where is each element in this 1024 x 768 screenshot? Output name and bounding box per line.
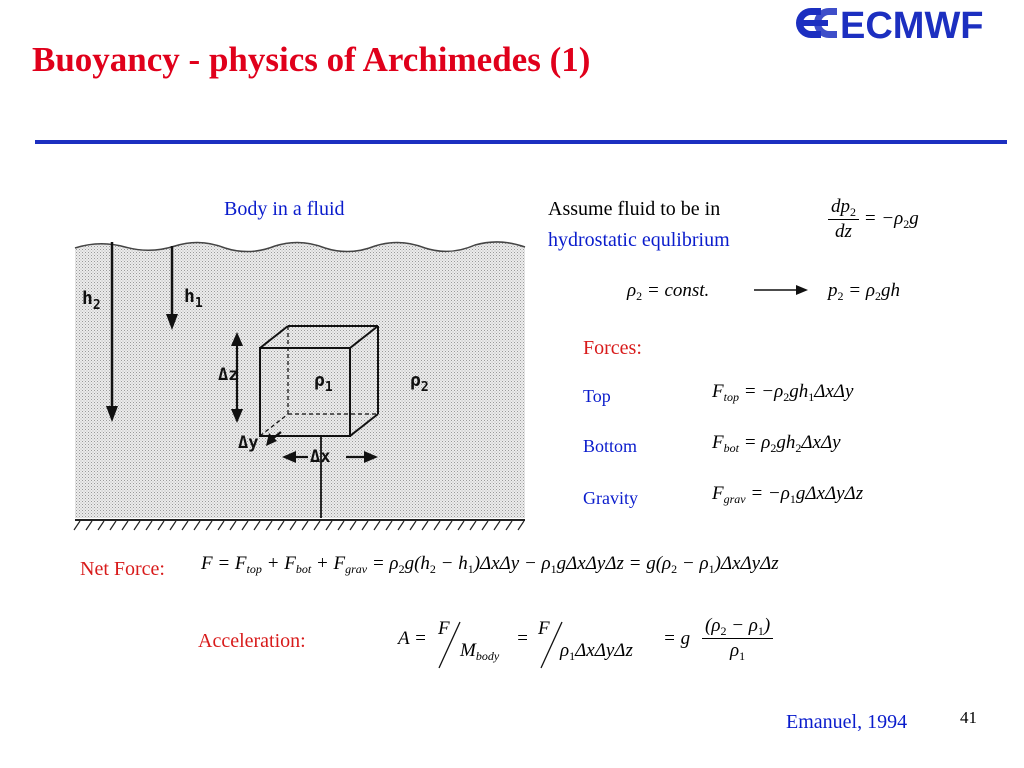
force-label-gravity: Gravity [583, 488, 638, 508]
dy-label: Δy [238, 433, 259, 453]
pressure-equation: $p_2 = \rho_2gh$ [828, 280, 900, 303]
force-bottom-equation: $F_{bot} = \rho_2gh_2\Delta x\Delta y$ [712, 432, 841, 455]
dx-label: Δx [310, 447, 331, 467]
slide-title: Buoyancy - physics of Archimedes (1) [32, 40, 591, 79]
fluid-region [75, 242, 525, 518]
figure-caption: Body in a fluid [224, 198, 345, 220]
force-gravity-equation: $F_{grav} = -\rho_1g\Delta x\Delta y\Delta z$ [712, 483, 864, 506]
page-number: 41 [960, 708, 977, 727]
force-top-equation: $F_{top} = -\rho_2gh_1\Delta x\Delta y$ [712, 381, 854, 404]
implies-arrow-icon [752, 283, 812, 297]
buoyancy-diagram [70, 228, 530, 538]
force-label-top: Top [583, 386, 611, 406]
force-label-bottom: Bottom [583, 436, 638, 456]
bottom-hatching [74, 521, 524, 530]
hydrostatic-equation: $\frac{dp_2}{dz}$ = $-\rho_2g$ [828, 196, 919, 244]
rho2-label: $\rho_2$ [410, 370, 429, 395]
dz-label: Δz [218, 365, 239, 385]
net-force-equation: $F = F_{top} + F_{bot} + F_{grav} = \rho_2g(h_2 - h_1)\Delta x\Delta y - \rho_1g\Delta x\Delta y\Delta z = g(\rho_2 - \rho_1)\Delta x\Delta y\Delta z$ [201, 553, 779, 576]
acceleration-equation: A = F $M_{body}$ = F $\rho_1\Delta x\Delta y\Delta z$ = g $\frac{(\rho_2 - \rho_1)}{\rho_1}$ [398, 618, 798, 678]
forces-heading: Forces: [583, 337, 642, 359]
title-rule [35, 140, 1007, 144]
rho1-label: $\rho_1$ [314, 370, 333, 395]
h2-label: $h_2$ [82, 288, 101, 313]
net-force-label: Net Force: [80, 558, 165, 580]
citation: Emanuel, 1994 [786, 711, 908, 733]
hydrostatic-line2: hydrostatic equlibrium [548, 229, 730, 251]
const-density-equation: $\rho_2$ = const. [627, 280, 710, 303]
hydrostatic-line1: Assume fluid to be in [548, 198, 721, 220]
logo-text: ECMWF [840, 5, 984, 42]
acceleration-label: Acceleration: [198, 630, 306, 652]
ecmwf-logo [790, 4, 1020, 42]
h1-label: $h_1$ [184, 286, 203, 311]
